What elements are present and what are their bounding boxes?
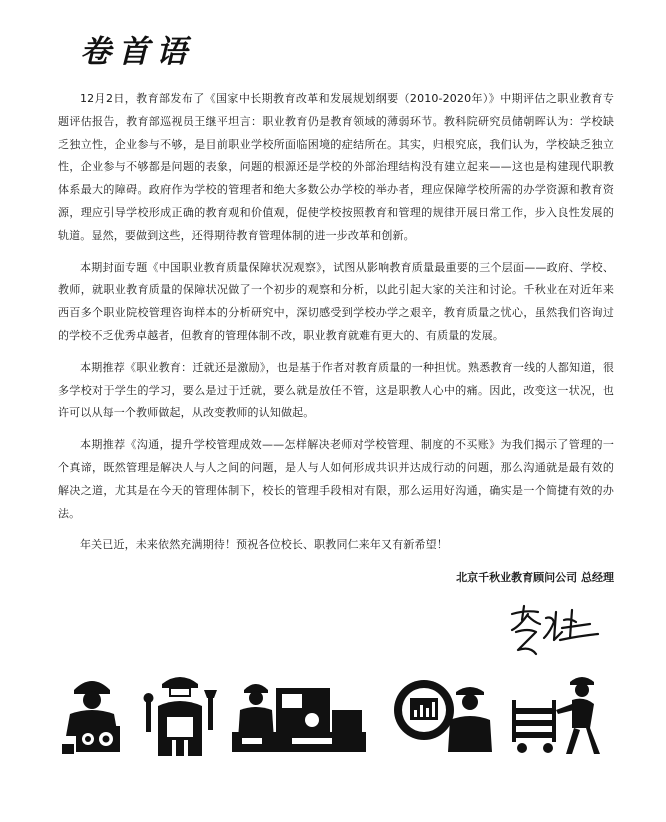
article-body [58, 88, 614, 566]
page-title: 卷首语 [80, 34, 194, 70]
engineer-with-gear-monitor-icon [394, 680, 492, 752]
handwritten-signature [506, 598, 602, 658]
worker-pushing-cart-icon [512, 677, 600, 754]
signer-line: 北京千秋业教育顾问公司 总经理 [456, 571, 614, 584]
machine-operator-icon [232, 684, 366, 752]
worker-with-gears-icon [62, 681, 120, 754]
mechanic-with-tools-icon [144, 677, 218, 756]
paragraph: 本期推荐《沟通，提升学校管理成效——怎样解决老师对学校管理、制度的不买账》为我们揭示了管理的一个真谛，既然管理是解决人与人之间的问题，是人与人如何形成共识并达成行动的问题，那么沟通就是最有效的解决之道，尤其是在今天的管理体制下，校长的管理手段相对有限，那么运用好沟通，确实是一个简捷有效的办法。 [58, 438, 614, 520]
paragraph: 年关已近，未来依然充满期待！预祝各位校长、职教同仁来年又有新希望！ [80, 538, 448, 552]
workers-illustration [62, 670, 610, 756]
paragraph: 12月2日，教育部发布了《国家中长期教育改革和发展规划纲要（2010-2020年）》中期评估之职业教育专题评估报告，教育部巡视员王继平坦言：职业教育仍是教育领域的薄弱环节。教科院研究员储朝晖认为：学校缺乏独立性，企业参与不够，是目前职业学校所面临困境的症结所在。其实，归根究底，我们认为，学校缺乏独立性，企业参与不够都是问题的表象，问题的根源还是学校的外部治理结构没有建立起来——这也是构建现代职教体系最大的障碍。政府作为学校的管理者和绝大多数公办学校的举办者，理应保障学校所需的办学资源和教育资源，理应引导学校形成正确的教育观和价值观，促使学校按照教育和管理的规律开展日常工作，步入良性发展的轨道。显然，要做到这些，还得期待教育管理体制的进一步改革和创新。 [58, 92, 614, 242]
paragraph: 本期推荐《职业教育：迁就还是激励》，也是基于作者对教育质量的一种担忧。熟悉教育一线的人都知道，很多学校对于学生的学习，要么是过于迁就，要么就是放任不管，这是职教人心中的痛。因此，改变这一状况，也许可以从每一个教师做起，从改变教师的认知做起。 [58, 360, 614, 420]
paragraph: 本期封面专题《中国职业教育质量保障状况观察》，试图从影响教育质量最重要的三个层面——政府、学校、教师，就职业教育质量的保障状况做了一个初步的观察和分析，以此引起大家的关注和讨论。千秋业在对近年来西百多个职业院校管理咨询样本的分析研究中，深切感受到学校办学之艰辛，教育质量之忧心，虽然我们咨询过的学校不乏优秀卓越者，但教育的管理体制不改，职业教育就难有更大的、有质量的发展。 [58, 260, 614, 342]
